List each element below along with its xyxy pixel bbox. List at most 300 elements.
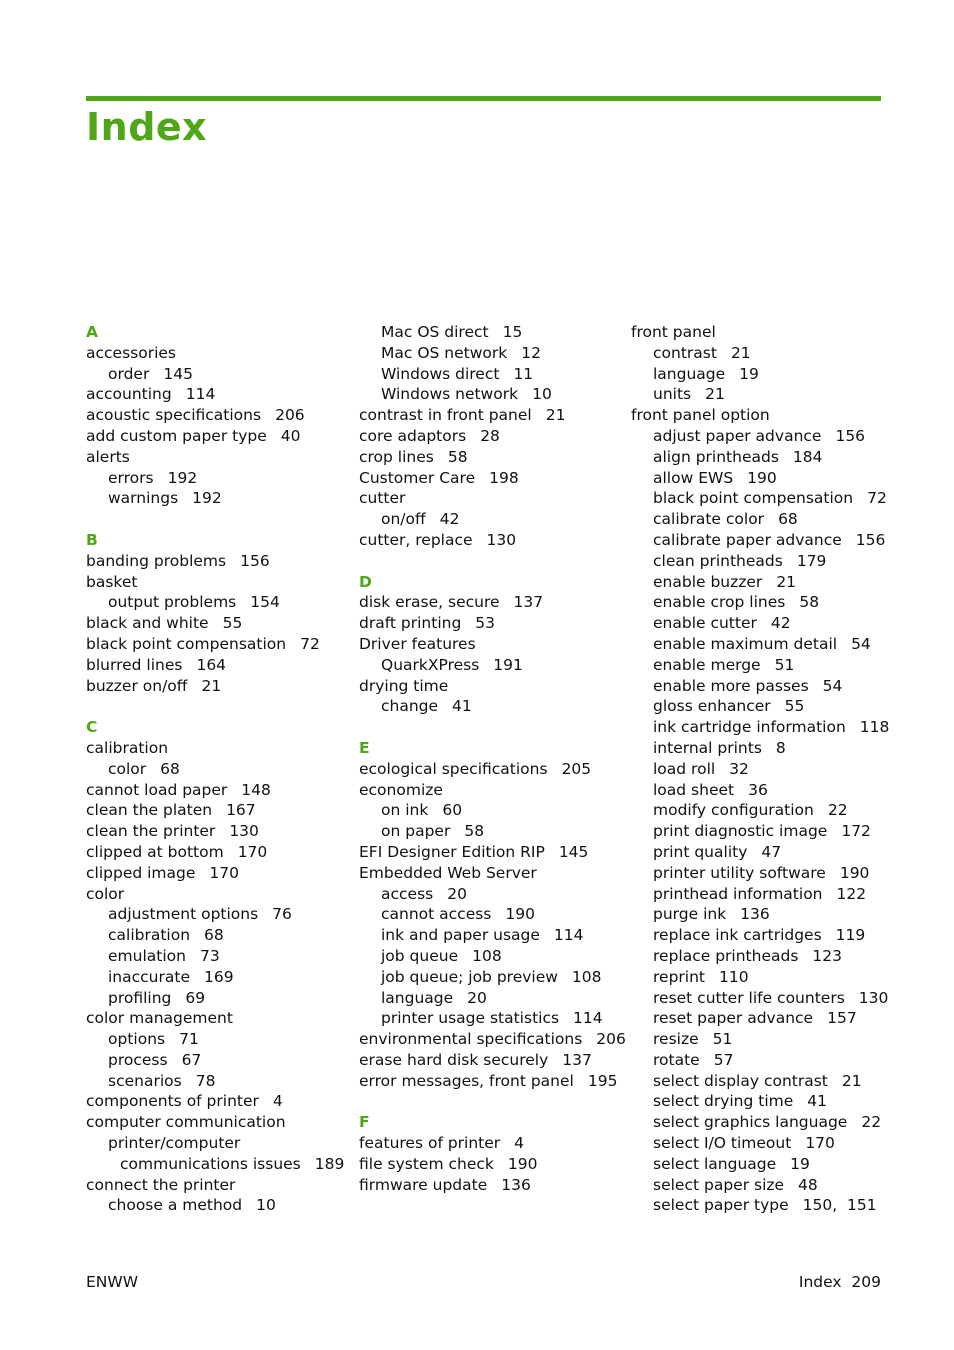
index-page-ref[interactable]: 21: [730, 343, 751, 362]
index-page-ref[interactable]: 42: [770, 614, 791, 633]
index-term: print diagnostic image: [653, 822, 828, 841]
index-page-ref[interactable]: 73: [199, 946, 220, 965]
index-entry: [86, 842, 348, 863]
index-term: select paper type: [653, 1196, 789, 1215]
index-term: ecological specifications: [359, 759, 548, 778]
index-page-ref[interactable]: 164: [196, 655, 227, 674]
index-term: profiling: [108, 988, 172, 1007]
index-page-ref[interactable]: 36: [748, 780, 768, 799]
index-entry: [631, 592, 893, 613]
index-page-ref[interactable]: 41: [807, 1092, 828, 1111]
index-entry: [631, 884, 893, 905]
index-page-ref[interactable]: 191: [493, 655, 523, 674]
index-term: enable crop lines: [653, 593, 786, 612]
index-term: black and white: [86, 614, 209, 633]
index-page-ref[interactable]: 190: [507, 1154, 538, 1173]
index-entry: [359, 800, 621, 821]
index-page-ref[interactable]: 21: [705, 385, 725, 404]
index-page-ref[interactable]: 136: [740, 905, 770, 924]
index-page-ref[interactable]: 189: [314, 1154, 345, 1173]
index-page-ref[interactable]: 21: [776, 572, 797, 591]
index-term: printer utility software: [653, 863, 826, 882]
index-entry: [359, 696, 621, 717]
index-entry: [631, 1029, 893, 1050]
index-entry: [86, 925, 348, 946]
index-term: color management: [86, 1009, 233, 1028]
index-entry: [86, 1154, 348, 1175]
index-entry: [86, 1029, 348, 1050]
index-term: select language: [653, 1154, 777, 1173]
section-gap: [359, 1091, 621, 1112]
index-page-ref[interactable]: 19: [790, 1154, 810, 1173]
index-entry: [359, 1175, 621, 1196]
index-term: resize: [653, 1030, 699, 1049]
index-entry: [86, 988, 348, 1009]
index-term: choose a method: [108, 1196, 243, 1215]
index-entry: [631, 572, 893, 593]
index-entry: [86, 904, 348, 925]
index-term: modify configuration: [653, 801, 814, 820]
index-term: features of printer: [359, 1134, 501, 1153]
index-entry: [86, 821, 348, 842]
index-page-ref[interactable]: 122: [836, 884, 867, 903]
index-term: ink and paper usage: [381, 926, 540, 945]
index-entry: [631, 1175, 893, 1196]
index-entry: [86, 572, 348, 593]
index-page-ref[interactable]: 123: [812, 946, 842, 965]
title-rule: [86, 96, 881, 101]
index-page-ref[interactable]: 130: [229, 822, 259, 841]
index-entry: [86, 1195, 348, 1216]
index-entry: [631, 426, 893, 447]
index-entry: [86, 655, 348, 676]
index-entry: [359, 343, 621, 364]
index-page-ref[interactable]: 108: [472, 946, 502, 965]
index-page-ref[interactable]: 21: [841, 1071, 862, 1090]
index-entry: [359, 904, 621, 925]
index-term: reset paper advance: [653, 1009, 814, 1028]
index-page-ref[interactable]: 55: [222, 614, 243, 633]
index-entry: [631, 967, 893, 988]
index-page-ref[interactable]: 48: [798, 1175, 818, 1194]
index-page-ref[interactable]: 54: [851, 634, 871, 653]
index-entry: [631, 759, 893, 780]
index-term: accounting: [86, 385, 172, 404]
index-page-ref[interactable]: 206: [596, 1030, 626, 1049]
index-page-ref[interactable]: 195: [587, 1071, 618, 1090]
index-term: clipped image: [86, 863, 196, 882]
index-entry: [631, 530, 893, 551]
index-page-ref[interactable]: 68: [204, 926, 224, 945]
index-page-ref[interactable]: 10: [256, 1196, 276, 1215]
index-page-ref[interactable]: 192: [167, 468, 198, 487]
index-entry: [631, 946, 893, 967]
index-entry: [359, 946, 621, 967]
index-term: Embedded Web Server: [359, 863, 537, 882]
index-term: enable cutter: [653, 614, 757, 633]
index-term: align printheads: [653, 447, 779, 466]
index-term: reset cutter life counters: [653, 988, 845, 1007]
index-page-ref[interactable]: 110: [719, 967, 749, 986]
index-term: output problems: [108, 593, 237, 612]
index-term: clean the printer: [86, 822, 216, 841]
index-entry: [359, 1133, 621, 1154]
index-term: on paper: [381, 822, 451, 841]
index-page-ref[interactable]: 71: [179, 1030, 199, 1049]
index-page-ref[interactable]: 118: [859, 718, 890, 737]
index-entry: [359, 780, 621, 801]
index-entry: [631, 634, 893, 655]
index-page-ref[interactable]: 130: [858, 988, 889, 1007]
index-entry: [631, 988, 893, 1009]
index-entry: [359, 468, 621, 489]
index-page-ref[interactable]: 137: [562, 1050, 592, 1069]
index-term: calibration: [108, 926, 191, 945]
index-entry: [631, 842, 893, 863]
index-page-ref[interactable]: 51: [712, 1030, 733, 1049]
index-entry: [359, 759, 621, 780]
index-term: black point compensation: [653, 489, 854, 508]
index-entry: [359, 447, 621, 468]
index-term: core adaptors: [359, 426, 467, 445]
index-entry: [86, 780, 348, 801]
index-page-ref[interactable]: 60: [442, 801, 463, 820]
index-entry: [631, 322, 893, 343]
index-entry: [86, 1133, 348, 1154]
index-entry: [631, 1071, 893, 1092]
index-term: rotate: [653, 1050, 700, 1069]
index-page-ref[interactable]: 12: [521, 343, 541, 362]
index-page-ref[interactable]: 206: [275, 406, 305, 425]
index-page-ref[interactable]: 179: [796, 551, 827, 570]
index-term: errors: [108, 468, 154, 487]
index-entry: [86, 592, 348, 613]
index-term: calibrate color: [653, 510, 765, 529]
index-page-ref[interactable]: 130: [486, 530, 517, 549]
section-letter: A: [86, 323, 98, 341]
section-gap: [86, 696, 348, 717]
index-term: printer usage statistics: [381, 1009, 560, 1028]
index-term: front panel option: [631, 406, 770, 425]
index-page-ref[interactable]: 54: [822, 676, 843, 695]
index-entry: [631, 343, 893, 364]
index-page-ref[interactable]: 53: [475, 614, 496, 633]
index-term: adjust paper advance: [653, 426, 822, 445]
index-page-ref[interactable]: 137: [513, 593, 544, 612]
index-entry: [86, 759, 348, 780]
index-entry: [631, 1154, 893, 1175]
index-term: purge ink: [653, 905, 727, 924]
index-page-ref[interactable]: 157: [827, 1009, 857, 1028]
index-page-ref[interactable]: 42: [439, 510, 460, 529]
index-page-ref[interactable]: 28: [480, 426, 500, 445]
index-term: select paper size: [653, 1175, 785, 1194]
section-letter: C: [86, 718, 98, 737]
index-term: printer/computer: [108, 1134, 241, 1153]
index-term: alerts: [86, 447, 130, 466]
index-entry: [86, 468, 348, 489]
index-term: crop lines: [359, 447, 434, 466]
index-entry: [86, 800, 348, 821]
index-entry: [86, 384, 348, 405]
index-entry: [631, 1112, 893, 1133]
index-term: cutter: [359, 489, 406, 508]
index-entry: [359, 821, 621, 842]
index-entry: [359, 842, 621, 863]
index-page-ref[interactable]: 20: [447, 884, 467, 903]
index-page-ref[interactable]: 205: [561, 759, 592, 778]
index-page-ref[interactable]: 170: [805, 1134, 835, 1153]
index-page-ref[interactable]: 172: [841, 822, 871, 841]
index-page-ref[interactable]: 41: [452, 697, 472, 716]
index-page-ref[interactable]: 154: [250, 593, 280, 612]
index-page-ref[interactable]: 72: [867, 489, 887, 508]
index-page-ref[interactable]: 119: [835, 926, 866, 945]
index-page-ref[interactable]: 11: [513, 364, 534, 383]
index-entry: [86, 1175, 348, 1196]
index-page-ref[interactable]: 169: [203, 967, 234, 986]
index-term: add custom paper type: [86, 426, 267, 445]
index-entry: [631, 468, 893, 489]
index-term: buzzer on/off: [86, 676, 188, 695]
index-page-ref[interactable]: 170: [209, 863, 239, 882]
index-term: front panel: [631, 323, 716, 341]
index-page-ref[interactable]: 167: [226, 801, 256, 820]
index-page-ref[interactable]: 57: [713, 1050, 734, 1069]
page-title: Index: [86, 105, 208, 149]
index-entry: [631, 488, 893, 509]
index-term: erase hard disk securely: [359, 1050, 549, 1069]
index-term: calibration: [86, 738, 169, 757]
index-term: EFI Designer Edition RIP: [359, 842, 545, 861]
index-page-ref[interactable]: 21: [545, 406, 566, 425]
section-letter: E: [359, 738, 370, 757]
index-page-ref[interactable]: 72: [300, 634, 320, 653]
index-entry: [631, 655, 893, 676]
index-entry: [631, 738, 893, 759]
index-term: job queue: [381, 946, 459, 965]
index-page-ref[interactable]: 8: [775, 738, 786, 757]
index-entry: [631, 509, 893, 530]
index-term: reprint: [653, 967, 705, 986]
index-term: inaccurate: [108, 967, 190, 986]
index-entry: [359, 967, 621, 988]
index-term: enable merge: [653, 655, 761, 674]
index-term: clean the platen: [86, 801, 213, 820]
index-entry: [359, 592, 621, 613]
index-term: black point compensation: [86, 634, 287, 653]
index-page-ref[interactable]: 145: [163, 364, 193, 383]
index-term: components of printer: [86, 1092, 259, 1111]
index-page-ref[interactable]: 55: [784, 697, 805, 716]
index-entry: [86, 551, 348, 572]
index-term: printhead information: [653, 884, 823, 903]
index-page-ref[interactable]: 114: [185, 385, 216, 404]
index-page-ref[interactable]: 190: [839, 863, 870, 882]
index-term: load roll: [653, 759, 716, 778]
index-page-ref[interactable]: 10: [532, 385, 552, 404]
index-term: language: [381, 988, 454, 1007]
index-page-ref[interactable]: 22: [861, 1113, 882, 1132]
index-term: adjustment options: [108, 905, 259, 924]
index-entry: [631, 696, 893, 717]
index-term: clipped at bottom: [86, 842, 224, 861]
index-term: units: [653, 385, 692, 404]
index-term: Customer Care: [359, 468, 476, 487]
index-page-ref[interactable]: 68: [160, 759, 180, 778]
index-term: blurred lines: [86, 655, 183, 674]
footer-right: Index 209: [798, 1273, 881, 1291]
index-page-ref[interactable]: 67: [181, 1050, 202, 1069]
index-entry: [359, 405, 621, 426]
index-term: language: [653, 364, 726, 383]
footer-left: ENWW: [86, 1273, 139, 1291]
index-page-ref[interactable]: 156: [835, 426, 866, 445]
section-letter: B: [86, 530, 98, 549]
index-page-ref[interactable]: 190: [505, 905, 535, 924]
index-page-ref[interactable]: 150, 151: [802, 1196, 877, 1215]
index-term: error messages, front panel: [359, 1071, 574, 1090]
section-letter: F: [359, 1113, 370, 1132]
index-term: Windows direct: [381, 364, 500, 383]
index-page-ref[interactable]: 136: [501, 1175, 531, 1194]
index-page-ref[interactable]: 145: [558, 842, 589, 861]
index-entry: [86, 1071, 348, 1092]
index-page-ref[interactable]: 76: [272, 905, 292, 924]
index-page-ref[interactable]: 58: [799, 593, 820, 612]
index-entry: [359, 364, 621, 385]
index-term: print quality: [653, 842, 748, 861]
index-entry: [86, 634, 348, 655]
index-entry: [631, 405, 893, 426]
index-term: color: [86, 884, 125, 903]
index-entry: [359, 863, 621, 884]
index-term: environmental specifications: [359, 1030, 583, 1049]
index-page-ref[interactable]: 114: [553, 926, 584, 945]
index-term: accessories: [86, 343, 177, 362]
index-term: disk erase, secure: [359, 593, 500, 612]
index-term: ink cartridge information: [653, 718, 846, 737]
index-page-ref[interactable]: 170: [237, 842, 268, 861]
index-page-ref[interactable]: 21: [201, 676, 222, 695]
index-page-ref[interactable]: 40: [280, 426, 301, 445]
index-page-ref[interactable]: 15: [502, 323, 523, 341]
index-entry: [631, 551, 893, 572]
index-entry: [631, 1133, 893, 1154]
index-term: basket: [86, 572, 138, 591]
index-entry: [86, 447, 348, 468]
index-term: color: [108, 759, 147, 778]
index-term: communications issues: [120, 1154, 301, 1173]
index-entry: [359, 322, 621, 343]
index-entry: [86, 738, 348, 759]
index-entry: [631, 447, 893, 468]
index-page-ref[interactable]: 69: [185, 988, 206, 1007]
index-page-ref[interactable]: 4: [514, 1134, 525, 1153]
index-page-ref[interactable]: 47: [761, 842, 782, 861]
index-term: gloss enhancer: [653, 697, 771, 716]
index-entry: [86, 364, 348, 385]
index-term: acoustic specifications: [86, 406, 262, 425]
index-page-ref[interactable]: 19: [739, 364, 759, 383]
index-entry: [631, 863, 893, 884]
index-page-ref[interactable]: 148: [241, 780, 271, 799]
index-entry: [86, 405, 348, 426]
section-gap: [359, 717, 621, 738]
index-term: enable maximum detail: [653, 634, 838, 653]
index-entry: [359, 925, 621, 946]
index-column-3: [631, 322, 893, 1216]
index-term: contrast in front panel: [359, 406, 532, 425]
index-entry: [86, 1112, 348, 1133]
index-entry: [359, 1029, 626, 1050]
index-term: Driver features: [359, 634, 476, 653]
index-page-ref[interactable]: 22: [827, 801, 848, 820]
index-entry: [631, 1050, 893, 1071]
index-entry: [86, 426, 348, 447]
index-page-ref[interactable]: 192: [192, 489, 222, 508]
index-term: connect the printer: [86, 1175, 236, 1194]
index-page-ref[interactable]: 184: [792, 447, 823, 466]
index-page-ref[interactable]: 20: [467, 988, 487, 1007]
index-term: enable more passes: [653, 676, 809, 695]
index-entry: [359, 1154, 621, 1175]
index-term: allow EWS: [653, 468, 734, 487]
index-term: Mac OS direct: [381, 323, 489, 341]
index-entry: [631, 780, 893, 801]
index-entry: [631, 1091, 893, 1112]
section-gap: [86, 509, 348, 530]
index-term: calibrate paper advance: [653, 530, 842, 549]
index-entry: [86, 1008, 348, 1029]
index-page-ref[interactable]: 58: [447, 447, 468, 466]
index-entry: [86, 1050, 348, 1071]
index-page-ref[interactable]: 51: [774, 655, 795, 674]
index-entry: [631, 925, 893, 946]
index-entry: [631, 821, 893, 842]
index-page-ref[interactable]: 156: [855, 530, 886, 549]
index-term: select I/O timeout: [653, 1134, 792, 1153]
index-term: draft printing: [359, 614, 462, 633]
index-term: emulation: [108, 946, 186, 965]
index-page-ref[interactable]: 78: [195, 1071, 216, 1090]
index-entry: [359, 530, 621, 551]
index-entry: [359, 426, 621, 447]
index-term: Windows network: [381, 385, 519, 404]
index-term: on/off: [381, 510, 426, 529]
index-term: job queue; job preview: [381, 967, 558, 986]
index-page-ref[interactable]: 32: [729, 759, 749, 778]
index-page-ref[interactable]: 156: [240, 551, 270, 570]
index-page-ref[interactable]: 190: [747, 468, 777, 487]
index-page-ref[interactable]: 68: [778, 510, 798, 529]
index-entry: [359, 655, 621, 676]
index-entry: [631, 904, 893, 925]
index-page-ref[interactable]: 58: [464, 822, 485, 841]
index-page-ref[interactable]: 198: [489, 468, 519, 487]
index-entry: [359, 384, 621, 405]
index-entry: [631, 384, 893, 405]
index-term: warnings: [108, 489, 179, 508]
index-page-ref[interactable]: 4: [272, 1092, 283, 1111]
index-entry: [86, 676, 348, 697]
index-page-ref[interactable]: 108: [571, 967, 602, 986]
index-term: banding problems: [86, 551, 227, 570]
index-page-ref[interactable]: 114: [573, 1009, 603, 1028]
index-term: on ink: [381, 801, 429, 820]
index-term: access: [381, 884, 434, 903]
index-term: contrast: [653, 343, 717, 362]
